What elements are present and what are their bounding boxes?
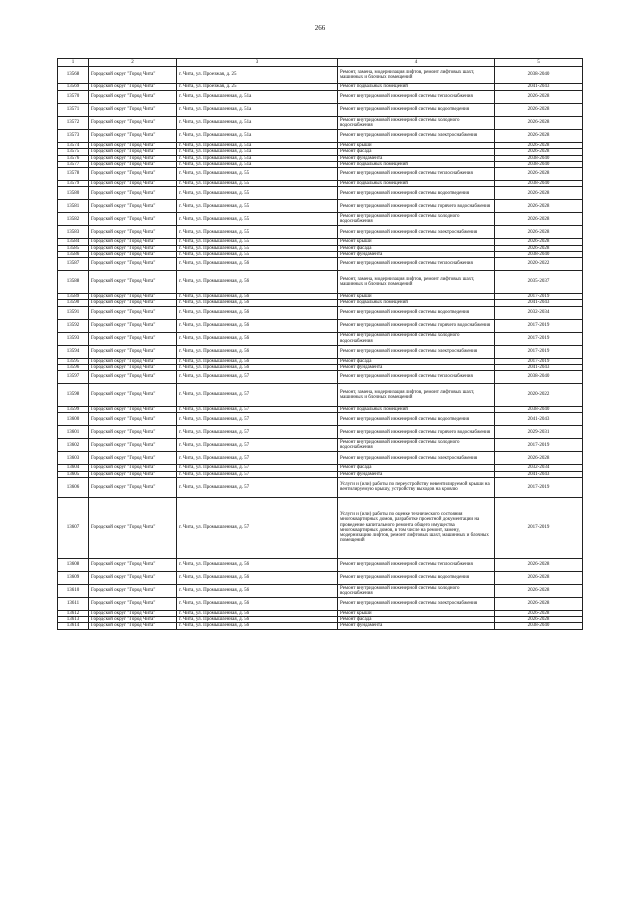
work-type-cell: Ремонт внутридомовой инженерной системы теплоснабжения xyxy=(338,371,495,384)
owner-cell: Городской округ "Город Чита" xyxy=(89,617,177,623)
table-row xyxy=(58,571,583,584)
repair-schedule-table xyxy=(57,58,583,630)
table-row xyxy=(58,258,583,271)
row-number: 13571 xyxy=(58,104,89,117)
row-number: 13592 xyxy=(58,319,89,332)
column-number: 5 xyxy=(495,59,583,67)
work-type-cell: Ремонт внутридомовой инженерной системы водоотведения xyxy=(338,571,495,584)
row-number: 13586 xyxy=(58,251,89,257)
owner-cell: Городской округ "Город Чита" xyxy=(89,452,177,465)
period-cell: 2017-2019 xyxy=(495,345,583,358)
work-type-cell: Ремонт внутридомовой инженерной системы водоотведения xyxy=(338,306,495,319)
work-type-cell: Ремонт фасада xyxy=(338,149,495,155)
work-type-cell: Ремонт фундамента xyxy=(338,623,495,629)
owner-cell: Городской округ "Город Чита" xyxy=(89,332,177,345)
table-row xyxy=(58,426,583,439)
address-cell: г. Чита, ул. Проезжая, д. 25 xyxy=(177,67,338,84)
owner-cell: Городской округ "Город Чита" xyxy=(89,407,177,413)
period-cell: 2041-2043 xyxy=(495,300,583,306)
address-cell: г. Чита, ул. Промышленная, д. 56 xyxy=(177,623,338,629)
owner-cell: Городской округ "Город Чита" xyxy=(89,258,177,271)
row-number: 13593 xyxy=(58,332,89,345)
work-type-cell: Ремонт крыши xyxy=(338,294,495,300)
owner-cell: Городской округ "Город Чита" xyxy=(89,471,177,477)
work-type-cell: Ремонт подвальных помещений xyxy=(338,181,495,187)
work-type-cell: Ремонт, замена, модернизация лифтов, ремонт лифтовых шахт, машинных и блочных помещений xyxy=(338,271,495,294)
row-number: 13588 xyxy=(58,271,89,294)
period-cell: 2026-2028 xyxy=(495,597,583,610)
period-cell: 2026-2028 xyxy=(495,130,583,143)
owner-cell: Городской округ "Город Чита" xyxy=(89,239,177,245)
owner-cell: Городской округ "Город Чита" xyxy=(89,168,177,181)
table-row xyxy=(58,413,583,426)
table-row xyxy=(58,306,583,319)
owner-cell: Городской округ "Город Чита" xyxy=(89,155,177,161)
row-number: 13609 xyxy=(58,571,89,584)
owner-cell: Городской округ "Город Чита" xyxy=(89,117,177,130)
row-number: 13585 xyxy=(58,245,89,251)
address-cell: г. Чита, ул. Промышленная, д. 55 xyxy=(177,213,338,226)
owner-cell: Городской округ "Город Чита" xyxy=(89,161,177,167)
work-type-cell: Ремонт внутридомовой инженерной системы электроснабжения xyxy=(338,345,495,358)
address-cell: г. Чита, ул. Промышленная, д. 55 xyxy=(177,239,338,245)
row-number: 13611 xyxy=(58,597,89,610)
row-number: 13578 xyxy=(58,168,89,181)
owner-cell: Городской округ "Город Чита" xyxy=(89,465,177,471)
row-number: 13568 xyxy=(58,67,89,84)
address-cell: г. Чита, ул. Промышленная, д. 51а xyxy=(177,104,338,117)
period-cell: 2026-2028 xyxy=(495,143,583,149)
row-number: 13573 xyxy=(58,130,89,143)
row-number: 13610 xyxy=(58,584,89,597)
address-cell: г. Чита, ул. Промышленная, д. 57 xyxy=(177,384,338,407)
period-cell: 2035-2037 xyxy=(495,271,583,294)
row-number: 13572 xyxy=(58,117,89,130)
period-cell: 2038-2040 xyxy=(495,161,583,167)
address-cell: г. Чита, ул. Промышленная, д. 55 xyxy=(177,168,338,181)
work-type-cell: Ремонт внутридомовой инженерной системы горячего водоснабжения xyxy=(338,200,495,213)
address-cell: г. Чита, ул. Промышленная, д. 57 xyxy=(177,477,338,497)
period-cell: 2041-2043 xyxy=(495,84,583,91)
period-cell: 2032-2034 xyxy=(495,306,583,319)
row-number: 13569 xyxy=(58,84,89,91)
address-cell: г. Чита, ул. Промышленная, д. 51а xyxy=(177,155,338,161)
address-cell: г. Чита, ул. Проезжая, д. 25 xyxy=(177,84,338,91)
work-type-cell: Ремонт подвальных помещений xyxy=(338,84,495,91)
work-type-cell: Ремонт крыши xyxy=(338,610,495,616)
row-number: 13579 xyxy=(58,181,89,187)
row-number: 13582 xyxy=(58,213,89,226)
table-row xyxy=(58,558,583,571)
table-row xyxy=(58,168,583,181)
period-cell: 2017-2019 xyxy=(495,477,583,497)
period-cell: 2026-2028 xyxy=(495,584,583,597)
row-number: 13597 xyxy=(58,371,89,384)
address-cell: г. Чита, ул. Промышленная, д. 56 xyxy=(177,610,338,616)
owner-cell: Городской округ "Город Чита" xyxy=(89,181,177,187)
row-number: 13594 xyxy=(58,345,89,358)
table-row xyxy=(58,187,583,200)
row-number: 13606 xyxy=(58,477,89,497)
row-number: 13570 xyxy=(58,91,89,104)
table-row xyxy=(58,271,583,294)
address-cell: г. Чита, ул. Промышленная, д. 56 xyxy=(177,306,338,319)
period-cell: 2020-2022 xyxy=(495,258,583,271)
owner-cell: Городской округ "Город Чита" xyxy=(89,358,177,364)
owner-cell: Городской округ "Город Чита" xyxy=(89,413,177,426)
owner-cell: Городской округ "Город Чита" xyxy=(89,294,177,300)
address-cell: г. Чита, ул. Промышленная, д. 56 xyxy=(177,258,338,271)
work-type-cell: Ремонт внутридомовой инженерной системы электроснабжения xyxy=(338,130,495,143)
address-cell: г. Чита, ул. Промышленная, д. 55 xyxy=(177,200,338,213)
row-number: 13603 xyxy=(58,452,89,465)
address-cell: г. Чита, ул. Промышленная, д. 55 xyxy=(177,187,338,200)
column-number: 2 xyxy=(89,59,177,67)
period-cell: 2026-2028 xyxy=(495,617,583,623)
work-type-cell: Ремонт внутридомовой инженерной системы водоотведения xyxy=(338,413,495,426)
period-cell: 2017-2019 xyxy=(495,439,583,452)
address-cell: г. Чита, ул. Промышленная, д. 55 xyxy=(177,251,338,257)
address-cell: г. Чита, ул. Промышленная, д. 51а xyxy=(177,91,338,104)
owner-cell: Городской округ "Город Чита" xyxy=(89,200,177,213)
work-type-cell: Ремонт внутридомовой инженерной системы теплоснабжения xyxy=(338,558,495,571)
period-cell: 2041-2043 xyxy=(495,471,583,477)
address-cell: г. Чита, ул. Промышленная, д. 56 xyxy=(177,571,338,584)
period-cell: 2026-2028 xyxy=(495,213,583,226)
address-cell: г. Чита, ул. Промышленная, д. 51а xyxy=(177,161,338,167)
period-cell: 2026-2028 xyxy=(495,239,583,245)
period-cell: 2020-2022 xyxy=(495,384,583,407)
period-cell: 2041-2043 xyxy=(495,364,583,370)
owner-cell: Городской округ "Город Чита" xyxy=(89,271,177,294)
address-cell: г. Чита, ул. Промышленная, д. 51а xyxy=(177,130,338,143)
table-row xyxy=(58,130,583,143)
work-type-cell: Ремонт внутридомовой инженерной системы теплоснабжения xyxy=(338,258,495,271)
address-cell: г. Чита, ул. Промышленная, д. 56 xyxy=(177,364,338,370)
owner-cell: Городской округ "Город Чита" xyxy=(89,439,177,452)
period-cell: 2032-2034 xyxy=(495,465,583,471)
owner-cell: Городской округ "Город Чита" xyxy=(89,371,177,384)
owner-cell: Городской округ "Город Чита" xyxy=(89,364,177,370)
row-number: 13612 xyxy=(58,610,89,616)
row-number: 13590 xyxy=(58,300,89,306)
work-type-cell: Ремонт внутридомовой инженерной системы водоотведения xyxy=(338,187,495,200)
work-type-cell: Ремонт внутридомовой инженерной системы холодного водоснабжения xyxy=(338,117,495,130)
row-number: 13600 xyxy=(58,413,89,426)
owner-cell: Городской округ "Город Чита" xyxy=(89,571,177,584)
work-type-cell: Ремонт подвальных помещений xyxy=(338,161,495,167)
work-type-cell: Ремонт крыши xyxy=(338,143,495,149)
address-cell: г. Чита, ул. Промышленная, д. 56 xyxy=(177,597,338,610)
work-type-cell: Ремонт внутридомовой инженерной системы электроснабжения xyxy=(338,226,495,239)
owner-cell: Городской округ "Город Чита" xyxy=(89,213,177,226)
row-number: 13575 xyxy=(58,149,89,155)
address-cell: г. Чита, ул. Промышленная, д. 56 xyxy=(177,558,338,571)
work-type-cell: Ремонт фундамента xyxy=(338,471,495,477)
address-cell: г. Чита, ул. Промышленная, д. 56 xyxy=(177,294,338,300)
work-type-cell: Ремонт фундамента xyxy=(338,251,495,257)
period-cell: 2026-2028 xyxy=(495,91,583,104)
owner-cell: Городской округ "Город Чита" xyxy=(89,149,177,155)
table-row xyxy=(58,67,583,84)
page-number: 266 xyxy=(314,24,326,32)
address-cell: г. Чита, ул. Промышленная, д. 51а xyxy=(177,149,338,155)
address-cell: г. Чита, ул. Промышленная, д. 56 xyxy=(177,332,338,345)
row-number: 13607 xyxy=(58,497,89,558)
period-cell: 2017-2019 xyxy=(495,358,583,364)
period-cell: 2038-2040 xyxy=(495,623,583,629)
owner-cell: Городской округ "Город Чита" xyxy=(89,623,177,629)
table-row xyxy=(58,91,583,104)
table-row xyxy=(58,117,583,130)
row-number: 13580 xyxy=(58,187,89,200)
column-number-row xyxy=(58,59,583,67)
owner-cell: Городской округ "Город Чита" xyxy=(89,610,177,616)
row-number: 13591 xyxy=(58,306,89,319)
owner-cell: Городской округ "Город Чита" xyxy=(89,306,177,319)
address-cell: г. Чита, ул. Промышленная, д. 57 xyxy=(177,497,338,558)
work-type-cell: Ремонт фасада xyxy=(338,245,495,251)
address-cell: г. Чита, ул. Промышленная, д. 55 xyxy=(177,226,338,239)
work-type-cell: Ремонт, замена, модернизация лифтов, ремонт лифтовых шахт, машинных и блочных помещений xyxy=(338,384,495,407)
owner-cell: Городской округ "Город Чита" xyxy=(89,67,177,84)
work-type-cell: Ремонт внутридомовой инженерной системы электроснабжения xyxy=(338,597,495,610)
table-row xyxy=(58,371,583,384)
address-cell: г. Чита, ул. Промышленная, д. 57 xyxy=(177,426,338,439)
work-type-cell: Ремонт фасада xyxy=(338,617,495,623)
owner-cell: Городской округ "Город Чита" xyxy=(89,319,177,332)
owner-cell: Городской округ "Город Чита" xyxy=(89,84,177,91)
address-cell: г. Чита, ул. Промышленная, д. 56 xyxy=(177,319,338,332)
table-row xyxy=(58,345,583,358)
period-cell: 2026-2028 xyxy=(495,117,583,130)
period-cell: 2029-2031 xyxy=(495,426,583,439)
table-body xyxy=(58,67,583,630)
owner-cell: Городской округ "Город Чита" xyxy=(89,187,177,200)
owner-cell: Городской округ "Город Чита" xyxy=(89,426,177,439)
address-cell: г. Чита, ул. Промышленная, д. 56 xyxy=(177,617,338,623)
period-cell: 2017-2019 xyxy=(495,332,583,345)
owner-cell: Городской округ "Город Чита" xyxy=(89,497,177,558)
work-type-cell: Ремонт фундамента xyxy=(338,155,495,161)
address-cell: г. Чита, ул. Промышленная, д. 57 xyxy=(177,407,338,413)
work-type-cell: Ремонт внутридомовой инженерной системы электроснабжения xyxy=(338,452,495,465)
address-cell: г. Чита, ул. Промышленная, д. 51а xyxy=(177,117,338,130)
row-number: 13614 xyxy=(58,623,89,629)
work-type-cell: Ремонт, замена, модернизация лифтов, ремонт лифтовых шахт, машинных и блочных помещений xyxy=(338,67,495,84)
row-number: 13605 xyxy=(58,471,89,477)
work-type-cell: Ремонт фундамента xyxy=(338,364,495,370)
row-number: 13598 xyxy=(58,384,89,407)
table-row xyxy=(58,452,583,465)
work-type-cell: Ремонт внутридомовой инженерной системы горячего водоснабжения xyxy=(338,319,495,332)
row-number: 13613 xyxy=(58,617,89,623)
row-number: 13576 xyxy=(58,155,89,161)
period-cell: 2017-2019 xyxy=(495,294,583,300)
work-type-cell: Услуги и (или) работы по оценке технического состояния многоквартирных домов, разработке проектной документации на проведение капитального ремонта общего имущества многоквартирных домов, в том числе на ремонт, замену, модернизацию лифтов, ремонт лифтовых шахт, машинных и блочных помещений xyxy=(338,497,495,558)
period-cell: 2038-2040 xyxy=(495,67,583,84)
table-row xyxy=(58,584,583,597)
period-cell: 2041-2043 xyxy=(495,413,583,426)
address-cell: г. Чита, ул. Промышленная, д. 57 xyxy=(177,371,338,384)
row-number: 13584 xyxy=(58,239,89,245)
row-number: 13599 xyxy=(58,407,89,413)
owner-cell: Городской округ "Город Чита" xyxy=(89,245,177,251)
owner-cell: Городской округ "Город Чита" xyxy=(89,597,177,610)
period-cell: 2038-2040 xyxy=(495,371,583,384)
address-cell: г. Чита, ул. Промышленная, д. 57 xyxy=(177,465,338,471)
table-row xyxy=(58,597,583,610)
row-number: 13581 xyxy=(58,200,89,213)
work-type-cell: Ремонт внутридомовой инженерной системы холодного водоснабжения xyxy=(338,213,495,226)
period-cell: 2026-2028 xyxy=(495,168,583,181)
work-type-cell: Ремонт внутридомовой инженерной системы холодного водоснабжения xyxy=(338,439,495,452)
row-number: 13577 xyxy=(58,161,89,167)
row-number: 13589 xyxy=(58,294,89,300)
owner-cell: Городской округ "Город Чита" xyxy=(89,251,177,257)
table-row xyxy=(58,84,583,91)
table-row xyxy=(58,104,583,117)
period-cell: 2026-2028 xyxy=(495,226,583,239)
period-cell: 2038-2040 xyxy=(495,407,583,413)
period-cell: 2026-2028 xyxy=(495,558,583,571)
address-cell: г. Чита, ул. Промышленная, д. 57 xyxy=(177,439,338,452)
owner-cell: Городской округ "Город Чита" xyxy=(89,143,177,149)
period-cell: 2017-2019 xyxy=(495,319,583,332)
table-row xyxy=(58,226,583,239)
period-cell: 2026-2028 xyxy=(495,245,583,251)
work-type-cell: Ремонт внутридомовой инженерной системы теплоснабжения xyxy=(338,168,495,181)
period-cell: 2038-2040 xyxy=(495,155,583,161)
owner-cell: Городской округ "Город Чита" xyxy=(89,384,177,407)
table-row xyxy=(58,200,583,213)
period-cell: 2026-2028 xyxy=(495,610,583,616)
column-number: 1 xyxy=(58,59,89,67)
period-cell: 2026-2028 xyxy=(495,200,583,213)
work-type-cell: Ремонт внутридомовой инженерной системы теплоснабжения xyxy=(338,91,495,104)
work-type-cell: Ремонт фасада xyxy=(338,358,495,364)
work-type-cell: Ремонт внутридомовой инженерной системы горячего водоснабжения xyxy=(338,426,495,439)
work-type-cell: Ремонт подвальных помещений xyxy=(338,407,495,413)
work-type-cell: Ремонт крыши xyxy=(338,239,495,245)
owner-cell: Городской округ "Город Чита" xyxy=(89,300,177,306)
period-cell: 2026-2028 xyxy=(495,187,583,200)
column-number: 3 xyxy=(177,59,338,67)
address-cell: г. Чита, ул. Промышленная, д. 55 xyxy=(177,181,338,187)
period-cell: 2026-2028 xyxy=(495,452,583,465)
address-cell: г. Чита, ул. Промышленная, д. 57 xyxy=(177,413,338,426)
table-row xyxy=(58,332,583,345)
table-row xyxy=(58,319,583,332)
address-cell: г. Чита, ул. Промышленная, д. 51а xyxy=(177,143,338,149)
table-row xyxy=(58,623,583,629)
address-cell: г. Чита, ул. Промышленная, д. 57 xyxy=(177,452,338,465)
address-cell: г. Чита, ул. Промышленная, д. 55 xyxy=(177,245,338,251)
work-type-cell: Ремонт внутридомовой инженерной системы холодного водоснабжения xyxy=(338,584,495,597)
address-cell: г. Чита, ул. Промышленная, д. 56 xyxy=(177,358,338,364)
period-cell: 2026-2028 xyxy=(495,149,583,155)
work-type-cell: Ремонт внутридомовой инженерной системы водоотведения xyxy=(338,104,495,117)
row-number: 13587 xyxy=(58,258,89,271)
period-cell: 2026-2028 xyxy=(495,104,583,117)
row-number: 13601 xyxy=(58,426,89,439)
work-type-cell: Ремонт фасада xyxy=(338,465,495,471)
address-cell: г. Чита, ул. Промышленная, д. 56 xyxy=(177,300,338,306)
row-number: 13574 xyxy=(58,143,89,149)
address-cell: г. Чита, ул. Промышленная, д. 57 xyxy=(177,471,338,477)
row-number: 13596 xyxy=(58,364,89,370)
address-cell: г. Чита, ул. Промышленная, д. 56 xyxy=(177,584,338,597)
row-number: 13602 xyxy=(58,439,89,452)
owner-cell: Городской округ "Город Чита" xyxy=(89,477,177,497)
table-row xyxy=(58,213,583,226)
owner-cell: Городской округ "Город Чита" xyxy=(89,584,177,597)
owner-cell: Городской округ "Город Чита" xyxy=(89,558,177,571)
owner-cell: Городской округ "Город Чита" xyxy=(89,226,177,239)
work-type-cell: Услуги и (или) работы по переустройству невентилируемой крыши на вентилируемую крышу, устройству выходов на кровлю xyxy=(338,477,495,497)
owner-cell: Городской округ "Город Чита" xyxy=(89,130,177,143)
period-cell: 2038-2040 xyxy=(495,251,583,257)
period-cell: 2038-2040 xyxy=(495,181,583,187)
table-row xyxy=(58,497,583,558)
work-type-cell: Ремонт внутридомовой инженерной системы холодного водоснабжения xyxy=(338,332,495,345)
address-cell: г. Чита, ул. Промышленная, д. 56 xyxy=(177,271,338,294)
row-number: 13608 xyxy=(58,558,89,571)
address-cell: г. Чита, ул. Промышленная, д. 56 xyxy=(177,345,338,358)
work-type-cell: Ремонт подвальных помещений xyxy=(338,300,495,306)
period-cell: 2017-2019 xyxy=(495,497,583,558)
period-cell: 2026-2028 xyxy=(495,571,583,584)
row-number: 13595 xyxy=(58,358,89,364)
table-row xyxy=(58,384,583,407)
owner-cell: Городской округ "Город Чита" xyxy=(89,104,177,117)
owner-cell: Городской округ "Город Чита" xyxy=(89,345,177,358)
table-row xyxy=(58,477,583,497)
row-number: 13604 xyxy=(58,465,89,471)
table-row xyxy=(58,439,583,452)
owner-cell: Городской округ "Город Чита" xyxy=(89,91,177,104)
row-number: 13583 xyxy=(58,226,89,239)
column-number: 4 xyxy=(338,59,495,67)
